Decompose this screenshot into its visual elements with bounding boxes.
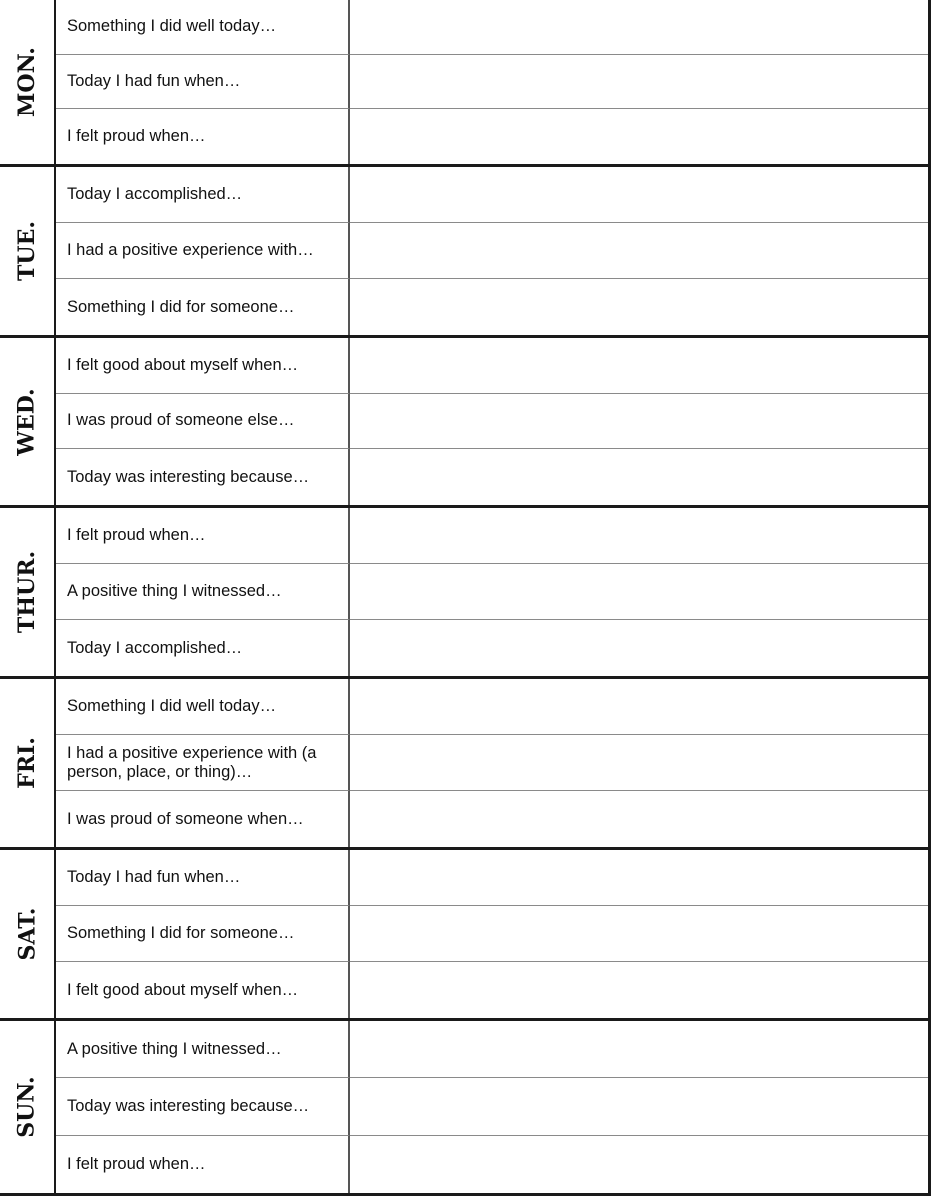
answer-field[interactable] xyxy=(350,1021,928,1078)
answer-field[interactable] xyxy=(350,223,928,279)
prompt-cell: Something I did for someone… xyxy=(56,906,350,962)
prompt-cell: Today was interesting because… xyxy=(56,449,350,505)
prompt-cell: Today was interesting because… xyxy=(56,1078,350,1135)
answer-field[interactable] xyxy=(350,735,928,791)
prompt-cell: Today I accomplished… xyxy=(56,620,350,676)
prompt-cell: I felt good about myself when… xyxy=(56,338,350,394)
prompt-cell: A positive thing I witnessed… xyxy=(56,1021,350,1078)
answer-field[interactable] xyxy=(350,620,928,676)
day-label: WED. xyxy=(14,387,40,456)
answer-field[interactable] xyxy=(350,167,928,223)
answer-field[interactable] xyxy=(350,55,928,110)
answer-field[interactable] xyxy=(350,338,928,394)
day-block-wed xyxy=(0,338,928,508)
prompt-cell: Today I had fun when… xyxy=(56,850,350,906)
day-label: MON. xyxy=(14,47,41,117)
day-block-tue xyxy=(0,167,928,338)
answer-field[interactable] xyxy=(350,279,928,335)
answer-field[interactable] xyxy=(350,394,928,450)
answer-field[interactable] xyxy=(350,679,928,735)
prompt-cell: I had a positive experience with (a person, place, or thing)… xyxy=(56,735,350,791)
answer-field[interactable] xyxy=(350,962,928,1018)
answer-field[interactable] xyxy=(350,791,928,847)
day-block-sat xyxy=(0,850,928,1021)
prompt-cell: I was proud of someone when… xyxy=(56,791,350,847)
answer-field[interactable] xyxy=(350,850,928,906)
day-block-thur xyxy=(0,508,928,679)
day-label: THUR. xyxy=(14,550,41,634)
day-block-sun xyxy=(0,1021,928,1193)
answer-field[interactable] xyxy=(350,449,928,505)
day-label: SAT. xyxy=(13,907,40,961)
day-label-cell xyxy=(0,1021,56,1193)
day-label-cell xyxy=(0,850,56,1018)
answer-field[interactable] xyxy=(350,1136,928,1193)
prompt-cell: A positive thing I witnessed… xyxy=(56,564,350,620)
day-block-mon xyxy=(0,0,928,167)
prompt-cell: Something I did well today… xyxy=(56,0,350,55)
day-label-cell xyxy=(0,338,56,505)
answer-field[interactable] xyxy=(350,564,928,620)
prompt-cell: I was proud of someone else… xyxy=(56,394,350,450)
answer-field[interactable] xyxy=(350,508,928,564)
prompt-cell: I had a positive experience with… xyxy=(56,223,350,279)
day-label-cell xyxy=(0,0,56,164)
day-label: SUN. xyxy=(14,1076,40,1138)
prompt-cell: I felt good about myself when… xyxy=(56,962,350,1018)
prompt-cell: I felt proud when… xyxy=(56,1136,350,1193)
answer-field[interactable] xyxy=(350,0,928,55)
prompt-cell: I felt proud when… xyxy=(56,109,350,164)
day-label: FRI. xyxy=(13,737,40,789)
prompt-cell: Something I did well today… xyxy=(56,679,350,735)
day-label-cell xyxy=(0,679,56,847)
answer-field[interactable] xyxy=(350,109,928,164)
prompt-cell: Something I did for someone… xyxy=(56,279,350,335)
day-block-fri xyxy=(0,679,928,850)
answer-field[interactable] xyxy=(350,906,928,962)
answer-field[interactable] xyxy=(350,1078,928,1135)
prompt-cell: Today I accomplished… xyxy=(56,167,350,223)
prompt-cell: I felt proud when… xyxy=(56,508,350,564)
day-label-cell xyxy=(0,508,56,676)
day-label: TUE. xyxy=(14,221,41,281)
day-label-cell xyxy=(0,167,56,335)
prompt-cell: Today I had fun when… xyxy=(56,55,350,110)
